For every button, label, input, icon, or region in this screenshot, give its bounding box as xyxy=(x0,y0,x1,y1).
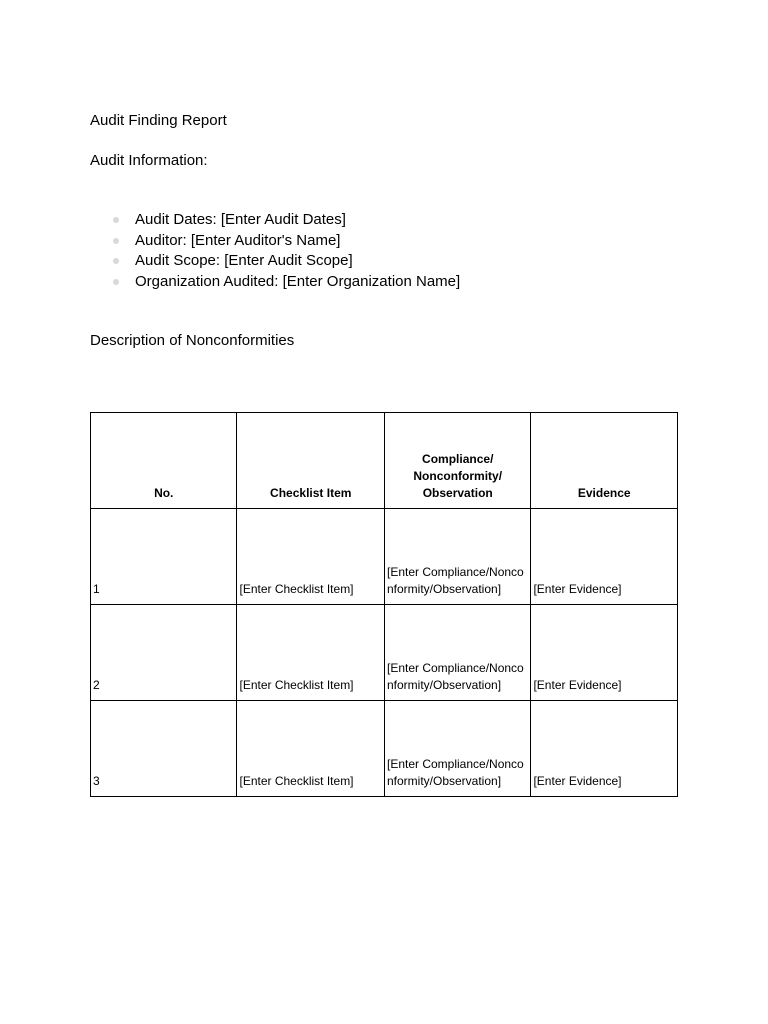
cell-no: 2 xyxy=(91,605,237,701)
nonconformities-heading: Description of Nonconformities xyxy=(90,332,295,349)
cell-evidence: [Enter Evidence] xyxy=(531,701,678,797)
cell-compliance: [Enter Compliance/Nonconformity/Observation] xyxy=(384,509,530,605)
header-checklist-item: Checklist Item xyxy=(237,413,385,509)
list-item xyxy=(90,231,460,252)
header-compliance-text: Compliance/ Nonconformity/ Observation xyxy=(413,452,503,500)
list-item xyxy=(90,272,460,293)
cell-compliance: [Enter Compliance/Nonconformity/Observation] xyxy=(384,605,530,701)
cell-no: 1 xyxy=(91,509,237,605)
header-evidence: Evidence xyxy=(531,413,678,509)
bullet-icon xyxy=(113,258,119,264)
list-item xyxy=(90,251,460,272)
bullet-icon xyxy=(113,217,119,223)
cell-compliance: [Enter Compliance/Nonconformity/Observation] xyxy=(384,701,530,797)
cell-evidence: [Enter Evidence] xyxy=(531,605,678,701)
table-row xyxy=(91,701,678,797)
cell-checklist-item: [Enter Checklist Item] xyxy=(237,605,385,701)
bullet-icon xyxy=(113,279,119,285)
organization-audited-text: Organization Audited: [Enter Organization Name] xyxy=(135,273,461,291)
auditor-text: Auditor: [Enter Auditor's Name] xyxy=(135,231,341,249)
cell-checklist-item: [Enter Checklist Item] xyxy=(237,701,385,797)
document-title: Audit Finding Report xyxy=(90,112,227,129)
table-row xyxy=(91,509,678,605)
cell-evidence: [Enter Evidence] xyxy=(531,509,678,605)
audit-dates-text: Audit Dates: [Enter Audit Dates] xyxy=(135,211,346,228)
table-row xyxy=(91,605,678,701)
bullet-icon xyxy=(113,238,119,244)
header-compliance xyxy=(384,413,530,509)
list-item xyxy=(90,210,460,231)
findings-table xyxy=(90,412,678,797)
cell-checklist-item: [Enter Checklist Item] xyxy=(237,509,385,605)
cell-no: 3 xyxy=(91,701,237,797)
header-no: No. xyxy=(91,413,237,509)
audit-scope-text: Audit Scope: [Enter Audit Scope] xyxy=(135,252,353,270)
audit-information-list xyxy=(90,210,460,293)
table-header-row xyxy=(91,413,678,509)
audit-information-heading: Audit Information: xyxy=(90,152,208,169)
